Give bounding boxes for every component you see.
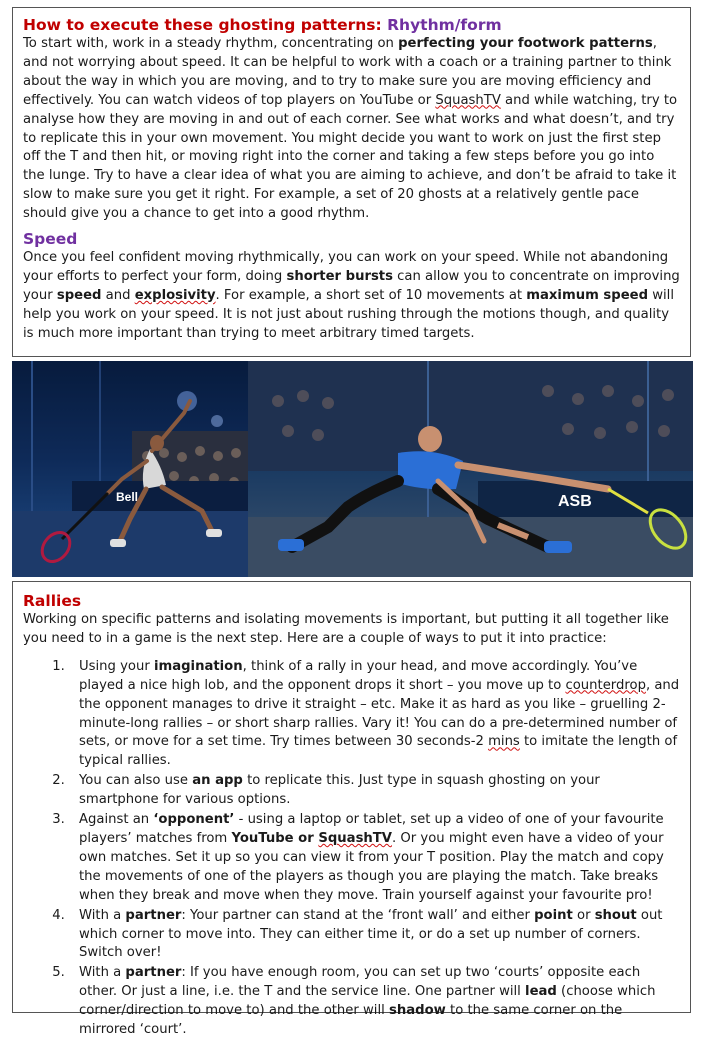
banner-text-left: Bell [116, 490, 139, 504]
photo-male-player [248, 361, 693, 577]
spellcheck-word[interactable]: mins [488, 734, 520, 750]
male-player-illustration [248, 361, 693, 577]
female-player-illustration [12, 361, 248, 577]
spellcheck-word[interactable]: SquashTV [435, 92, 501, 108]
section-heading-rhythm: How to execute these ghosting patterns: Rhythm/form [23, 16, 502, 34]
photo-female-player [12, 361, 248, 577]
list-item: 1. Using your imagination, think of a rally in your head, and move accordingly. You’ve played a nice high lob, and the opponent drops it short – you move up to counterdrop, and the opponent manages to drive it straight – etc. Make it as hard as you like – gruelling 2-minute-long rallies – or short sharp rallies. Vary it! You can do a pre-determined number of sets, or move for a set time. Try times between 30 seconds-2 mins to imitate the length of typical rallies. [69, 658, 680, 771]
rallies-intro: Working on specific patterns and isolating movements is important, but putting it all together like you need to in a game is the next step. Here are a couple of ways to put it into practice: [23, 612, 669, 646]
banner-text-right: ASB [558, 493, 592, 510]
rallies-list [23, 658, 680, 1040]
rhythm-paragraph: To start with, work in a steady rhythm, concentrating on perfecting your footwork patterns, and not worrying about speed. It can be helpful to work with a coach or a training partner to think about the way in which you are moving, and to try to make sure you are moving efficiency and effectively. You can watch videos of top players on YouTube or SquashTV and while watching, try to analyse how they are moving in and out of each corner. See what works and what doesn’t, and try to replicate this in your own movement. You might decide you want to work on just the first step off the T and then hit, or moving right into the corner and taking a few steps before you go into the lunge. Try to have a clear idea of what you are aiming to achieve, and don’t be afraid to take it slow to make sure you get it right. For example, a set of 20 ghosts at a relatively gentle pace should give you a chance to get into a good rhythm. [23, 36, 678, 222]
list-item: 2. You can also use an app to replicate this. Just type in squash ghosting on your smartphone for various options. [69, 772, 680, 810]
speed-paragraph: Once you feel confident moving rhythmically, you can work on your speed. While not abandoning your efforts to perfect your form, doing shorter bursts can allow you to concentrate on improving your speed and explosivity. For example, a short set of 10 movements at maximum speed will help you work on your speed. It is not just about rushing through the motions though, and quality is much more important than trying to meet arbitrary timed targets. [23, 250, 680, 341]
spellcheck-word[interactable]: explosivity [134, 287, 216, 303]
list-item: 4. With a partner: Your partner can stand at the ‘front wall’ and either point or shout out which corner to move into. They can either time it, or do a set up number of corners. Switch over! [69, 907, 680, 964]
list-item: 5. With a partner: If you have enough room, you can set up two ‘courts’ opposite each other. Or just a line, i.e. the T and the service line. One partner will lead (choose which corner/direction to move to) and the other will shadow to the same corner on the mirrored ‘court’. [69, 964, 680, 1040]
section-heading-speed: Speed [23, 230, 78, 249]
list-item: 3. Against an ‘opponent’ - using a laptop or tablet, set up a video of one of your favourite players’ matches from YouTube or SquashTV. Or you might even have a video of your own matches. Set it up so you can view it from your T position. Play the match and copy the movements of one of the players as though you are playing the match. Take breaks when they break and move when they move. Train yourself against your favourite pro! [69, 811, 680, 906]
section-heading-rallies: Rallies [23, 592, 82, 610]
rhythm-speed-section [12, 7, 691, 357]
spellcheck-word[interactable]: SquashTV [318, 830, 393, 846]
rallies-section [12, 581, 691, 1038]
spellcheck-word[interactable]: counterdrop [565, 677, 646, 693]
